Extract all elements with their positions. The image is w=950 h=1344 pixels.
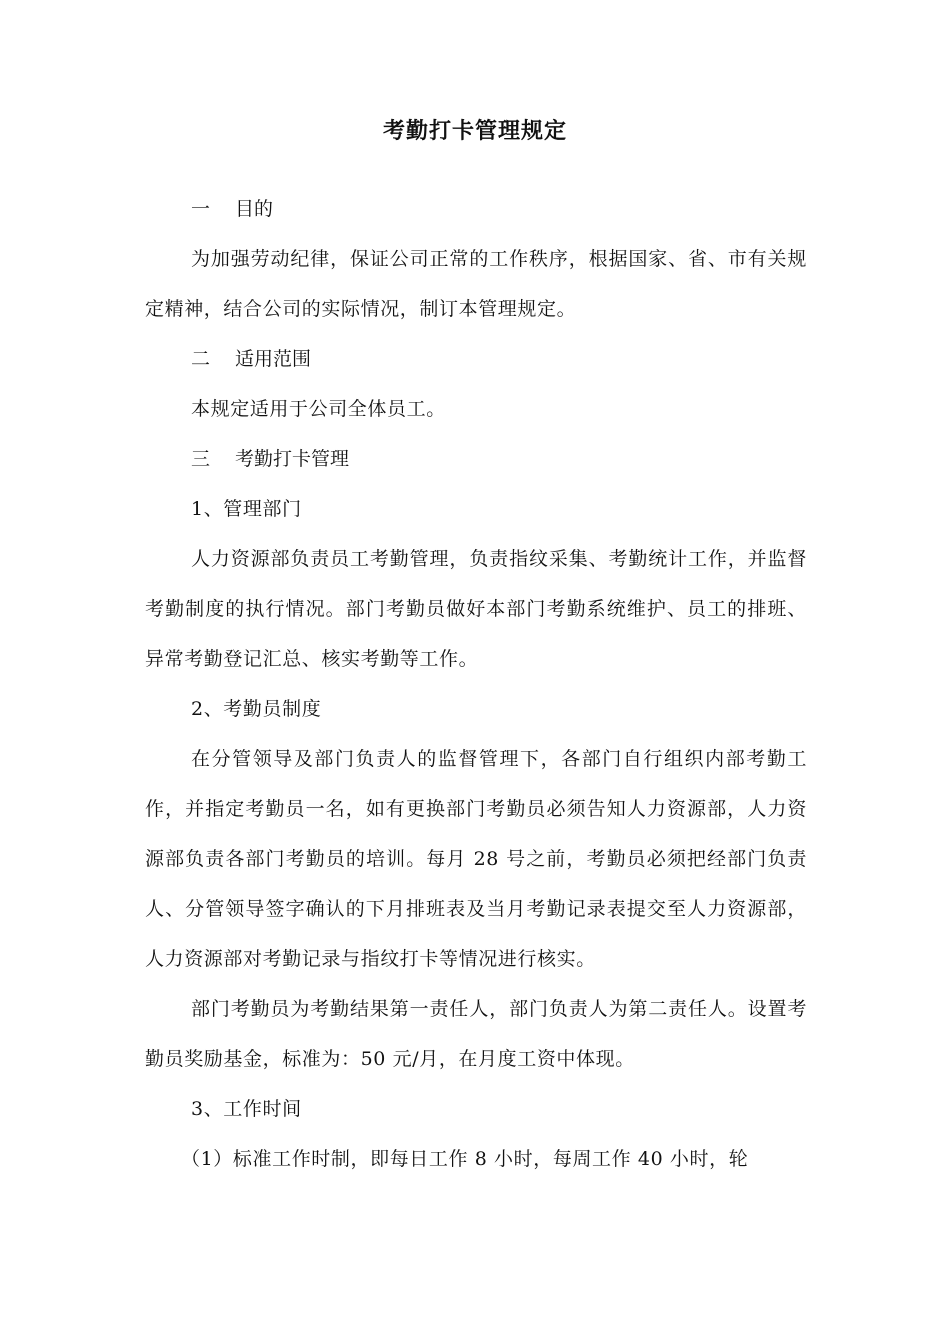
document-title: 考勤打卡管理规定: [382, 119, 567, 144]
subheading-clerk-system: 2、考勤员制度: [191, 698, 322, 720]
document-body: [145, 184, 807, 1184]
subheading-management-dept: 1、管理部门: [191, 498, 302, 520]
section-title: 目的: [235, 198, 274, 220]
subheading-working-hours: 3、工作时间: [191, 1098, 302, 1120]
section-number: 一: [191, 198, 211, 220]
section-number: 二: [191, 348, 211, 370]
paragraph-purpose: 为加强劳动纪律，保证公司正常的工作秩序，根据国家、省、市有关规定精神，结合公司的实际情况，制订本管理规定。: [145, 248, 807, 320]
section-number: 三: [191, 448, 211, 470]
section-heading-attendance: [145, 434, 807, 484]
section-heading-purpose: [145, 184, 807, 234]
section-heading-scope: [145, 334, 807, 384]
paragraph-clerk-responsibility: 部门考勤员为考勤结果第一责任人，部门负责人为第二责任人。设置考勤员奖励基金，标准为：50 元/月，在月度工资中体现。: [145, 998, 807, 1070]
paragraph-clerk-duties: 在分管领导及部门负责人的监督管理下，各部门自行组织内部考勤工作，并指定考勤员一名，如有更换部门考勤员必须告知人力资源部，人力资源部负责各部门考勤员的培训。每月 28 号之前，考勤员必须把经部门负责人、分管领导签字确认的下月排班表及当月考勤记录表提交至人力资源部，人力资源部对考勤记录与指纹打卡等情况进行核实。: [145, 748, 807, 970]
paragraph-working-hours-item-1: （1）标准工作时制，即每日工作 8 小时，每周工作 40 小时，轮: [181, 1148, 749, 1170]
paragraph-scope: 本规定适用于公司全体员工。: [191, 398, 446, 420]
paragraph-management-dept: 人力资源部负责员工考勤管理，负责指纹采集、考勤统计工作，并监督考勤制度的执行情况。部门考勤员做好本部门考勤系统维护、员工的排班、异常考勤登记汇总、核实考勤等工作。: [145, 548, 807, 670]
section-title: 适用范围: [235, 348, 312, 370]
section-title: 考勤打卡管理: [235, 448, 350, 470]
